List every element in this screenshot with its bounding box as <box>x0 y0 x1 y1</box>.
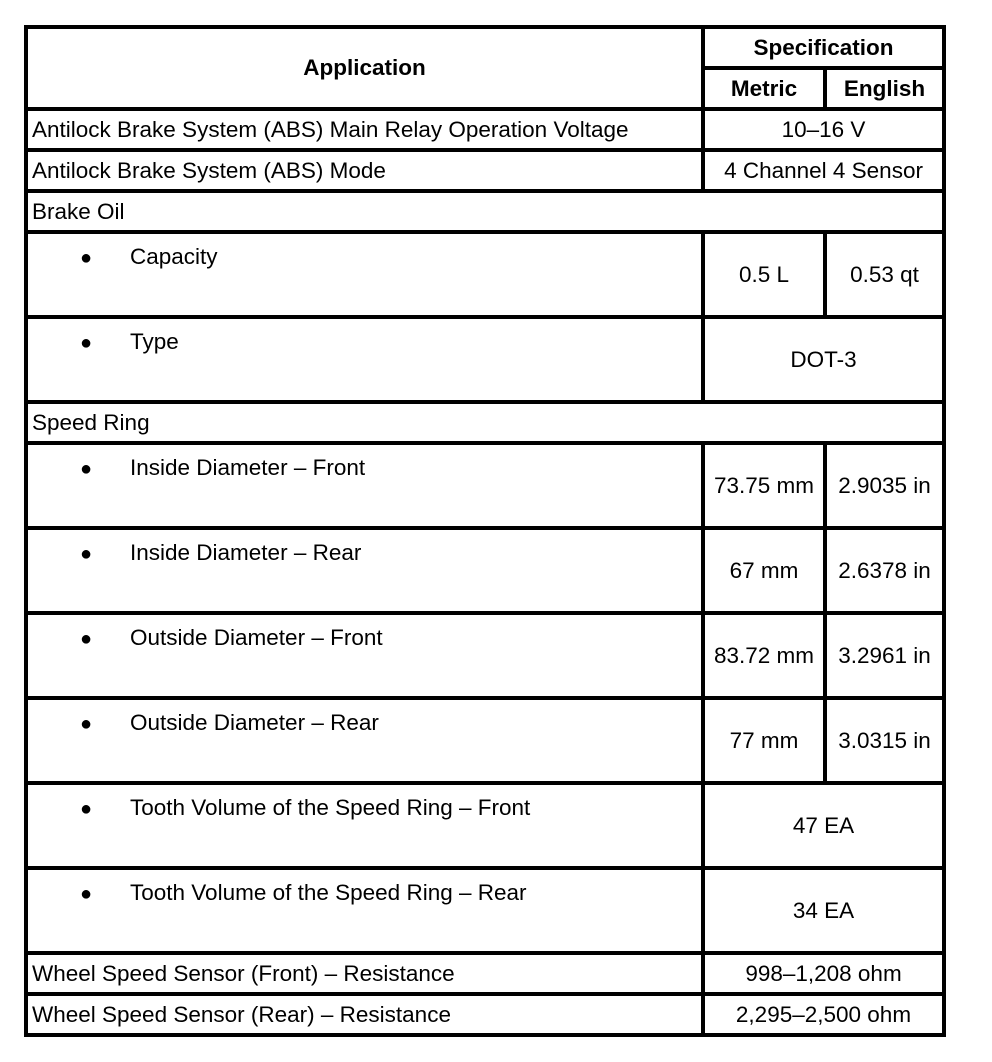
table-row <box>26 783 944 868</box>
table-row <box>26 443 944 528</box>
table-row <box>26 109 944 150</box>
table-row <box>26 317 944 402</box>
row-label: Wheel Speed Sensor (Front) – Resistance <box>26 953 703 994</box>
row-label-cell <box>26 868 703 953</box>
table-row <box>26 994 944 1035</box>
section-row-brake-oil <box>26 191 944 232</box>
row-label-cell <box>26 783 703 868</box>
table-row <box>26 528 944 613</box>
specification-header: Specification <box>703 27 944 68</box>
row-label: Inside Diameter – Rear <box>130 540 362 565</box>
row-label: Outside Diameter – Rear <box>130 710 379 735</box>
row-label: Inside Diameter – Front <box>130 455 366 480</box>
bullet-icon: ● <box>80 798 93 820</box>
row-value: 34 EA <box>703 868 944 953</box>
row-label: Tooth Volume of the Speed Ring – Rear <box>130 880 527 905</box>
english-value: 0.53 qt <box>825 232 944 317</box>
english-value: 3.2961 in <box>825 613 944 698</box>
table-row <box>26 698 944 783</box>
row-value: 4 Channel 4 Sensor <box>703 150 944 191</box>
section-row-speed-ring <box>26 402 944 443</box>
section-label: Brake Oil <box>26 191 944 232</box>
specification-table <box>24 25 946 1037</box>
bullet-icon: ● <box>80 458 93 480</box>
table-row <box>26 232 944 317</box>
english-value: 2.9035 in <box>825 443 944 528</box>
header-row-top <box>26 27 944 68</box>
row-value: DOT-3 <box>703 317 944 402</box>
row-value: 998–1,208 ohm <box>703 953 944 994</box>
row-label-cell <box>26 528 703 613</box>
english-value: 2.6378 in <box>825 528 944 613</box>
metric-value: 67 mm <box>703 528 825 613</box>
table-row <box>26 868 944 953</box>
bullet-icon: ● <box>80 247 93 269</box>
section-label: Speed Ring <box>26 402 944 443</box>
bullet-icon: ● <box>80 883 93 905</box>
bullet-icon: ● <box>80 628 93 650</box>
table-row <box>26 150 944 191</box>
row-label: Antilock Brake System (ABS) Main Relay Operation Voltage <box>26 109 703 150</box>
metric-header: Metric <box>703 68 825 109</box>
metric-value: 77 mm <box>703 698 825 783</box>
row-label-cell <box>26 443 703 528</box>
row-value: 2,295–2,500 ohm <box>703 994 944 1035</box>
bullet-icon: ● <box>80 713 93 735</box>
bullet-icon: ● <box>80 332 93 354</box>
row-value: 47 EA <box>703 783 944 868</box>
english-header: English <box>825 68 944 109</box>
row-label-cell <box>26 232 703 317</box>
row-label: Antilock Brake System (ABS) Mode <box>26 150 703 191</box>
application-header: Application <box>26 27 703 109</box>
bullet-icon: ● <box>80 543 93 565</box>
row-label-cell <box>26 698 703 783</box>
row-value: 10–16 V <box>703 109 944 150</box>
row-label: Wheel Speed Sensor (Rear) – Resistance <box>26 994 703 1035</box>
row-label-cell <box>26 317 703 402</box>
row-label: Tooth Volume of the Speed Ring – Front <box>130 795 531 820</box>
metric-value: 83.72 mm <box>703 613 825 698</box>
metric-value: 0.5 L <box>703 232 825 317</box>
row-label: Capacity <box>130 244 218 269</box>
english-value: 3.0315 in <box>825 698 944 783</box>
table-row <box>26 613 944 698</box>
metric-value: 73.75 mm <box>703 443 825 528</box>
row-label: Outside Diameter – Front <box>130 625 383 650</box>
row-label-cell <box>26 613 703 698</box>
table-row <box>26 953 944 994</box>
row-label: Type <box>130 329 179 354</box>
